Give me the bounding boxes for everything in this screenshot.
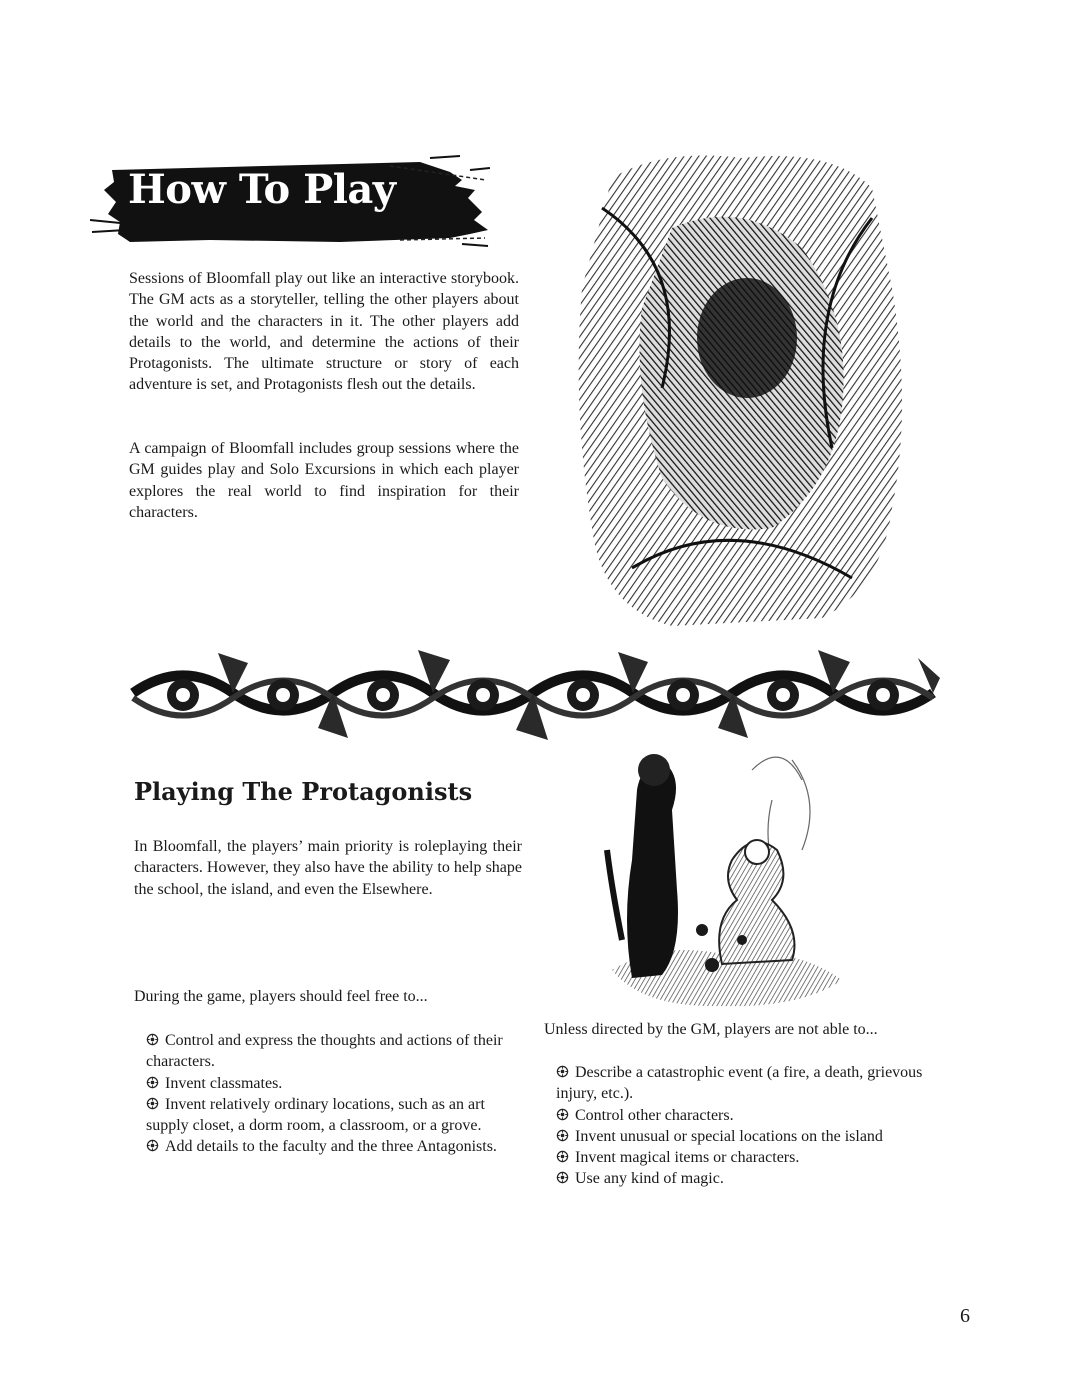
list-item: Control and express the thoughts and actions of their characters. (146, 1032, 503, 1071)
cannot-do-lead: Unless directed by the GM, players are not able to... (544, 1021, 878, 1038)
can-do-list (146, 1030, 526, 1158)
page-title: How To Play (128, 166, 396, 213)
list-item: Use any kind of magic. (556, 1168, 946, 1189)
vine-divider-ornament (128, 638, 940, 748)
list-item: Describe a catastrophic event (a fire, a death, grievous injury, etc.). (556, 1064, 923, 1103)
list-item: Control other characters. (556, 1105, 946, 1126)
list-item: Invent classmates. (146, 1073, 526, 1094)
garden-figures-illustration (602, 740, 852, 1010)
flower-bullet-icon (146, 1076, 159, 1089)
list-item: Invent unusual or special locations on the island (556, 1126, 946, 1147)
flower-bullet-icon (556, 1150, 569, 1163)
flower-bullet-icon (556, 1108, 569, 1121)
list-item: Add details to the faculty and the three Antagonists. (146, 1136, 526, 1157)
flower-bullet-icon (556, 1129, 569, 1142)
can-do-lead: During the game, players should feel free to... (134, 988, 428, 1005)
overgrown-figure-illustration (572, 148, 912, 630)
flower-bullet-icon (556, 1171, 569, 1184)
flower-bullet-icon (146, 1033, 159, 1046)
subsection-title: Playing The Protagonists (134, 777, 473, 806)
flower-bullet-icon (146, 1139, 159, 1152)
subsection-paragraph: In Bloomfall, the players’ main priority is roleplaying their characters. However, they also have the ability to help shape the school, the island, and even the Elsewhere. (134, 838, 522, 898)
cannot-do-list (556, 1062, 946, 1190)
intro-paragraph: A campaign of Bloomfall includes group sessions where the GM guides play and Solo Excursions in which each player explores the real world to find inspiration for their characters. (129, 440, 519, 521)
page-number: 6 (960, 1305, 970, 1327)
list-item: Invent relatively ordinary locations, such as an art supply closet, a dorm room, a classroom, or a grove. (146, 1095, 485, 1135)
intro-paragraph: Sessions of Bloomfall play out like an interactive storybook. The GM acts as a storyteller, telling the other players about the world and the characters in it. The other players add details to the world, and determine the actions of their Protagonists. The ultimate structure or story of each adventure is set, and Protagonists flesh out the details. (129, 270, 519, 394)
list-item: Invent magical items or characters. (556, 1147, 946, 1168)
flower-bullet-icon (556, 1065, 569, 1078)
flower-bullet-icon (146, 1097, 159, 1110)
